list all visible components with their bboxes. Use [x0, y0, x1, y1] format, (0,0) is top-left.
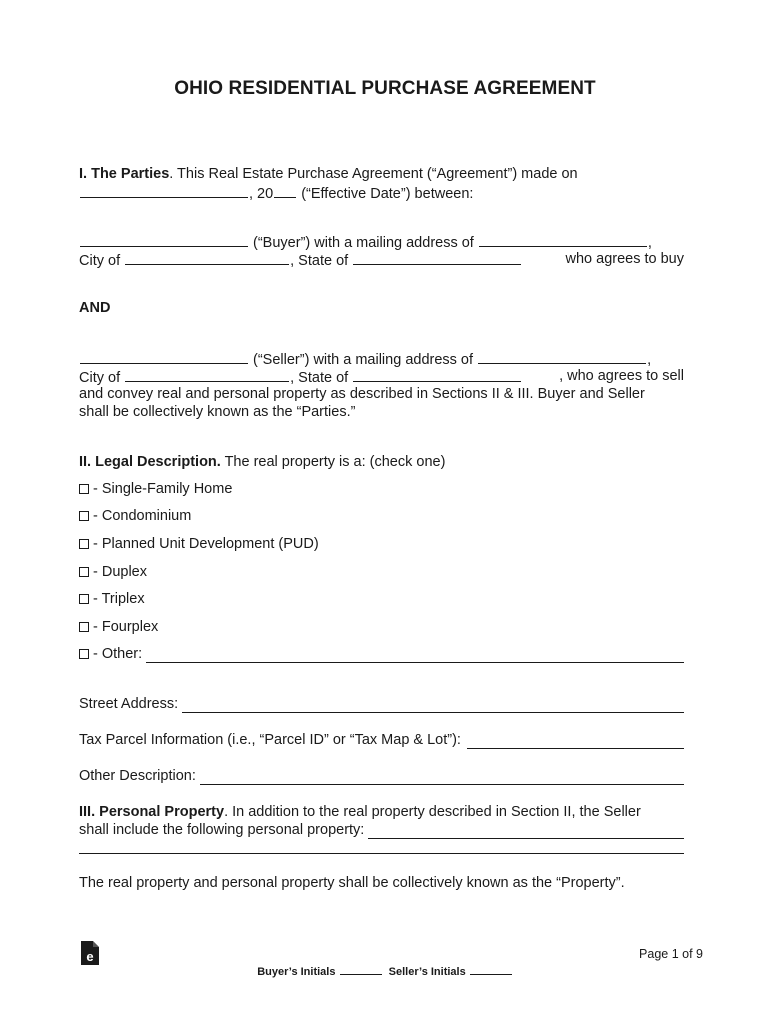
option-fourplex[interactable]: - Fourplex: [79, 618, 158, 636]
other-description-line: Other Description:: [79, 767, 684, 785]
personal-property-blank[interactable]: [368, 824, 684, 839]
seller-address-blank[interactable]: [478, 349, 646, 364]
initials-line: Buyer’s Initials Seller’s Initials: [0, 964, 770, 978]
buyer-initials-blank[interactable]: [340, 964, 382, 975]
checkbox-icon[interactable]: [79, 594, 89, 604]
document-title: OHIO RESIDENTIAL PURCHASE AGREEMENT: [174, 78, 596, 99]
checkbox-icon[interactable]: [79, 511, 89, 521]
checkbox-icon[interactable]: [79, 567, 89, 577]
effective-date-line: , 20 (“Effective Date”) between:: [79, 183, 473, 203]
option-triplex[interactable]: - Triplex: [79, 590, 145, 608]
other-description-blank[interactable]: [200, 770, 684, 785]
buyer-line: (“Buyer”) with a mailing address of ,: [79, 232, 652, 252]
personal-property-line: III. Personal Property. In addition to the real property described in Section II, the Seller: [79, 804, 641, 820]
seller-initials-blank[interactable]: [470, 964, 512, 975]
other-type-blank[interactable]: [146, 648, 684, 663]
buyer-address-blank[interactable]: [479, 232, 647, 247]
checkbox-icon[interactable]: [79, 539, 89, 549]
checkbox-icon[interactable]: [79, 484, 89, 494]
personal-property-extra-blank[interactable]: [79, 853, 684, 854]
street-address-line: Street Address:: [79, 695, 684, 713]
section-heading-legal: II. Legal Description.: [79, 454, 221, 470]
eforms-logo-icon: [79, 940, 101, 966]
parties-intro-line: I. The Parties. This Real Estate Purchase Agreement (“Agreement”) made on: [79, 166, 578, 182]
seller-line: (“Seller”) with a mailing address of ,: [79, 349, 651, 369]
buyer-name-blank[interactable]: [80, 232, 248, 247]
seller-name-blank[interactable]: [80, 349, 248, 364]
seller-city-blank[interactable]: [125, 367, 289, 382]
buyer-city-blank[interactable]: [125, 250, 289, 265]
option-duplex[interactable]: - Duplex: [79, 563, 147, 581]
convey-line: and convey real and personal property as described in Sections II & III. Buyer and Seller: [79, 386, 645, 402]
svg-text:e: e: [86, 949, 94, 964]
section-heading-personal: III. Personal Property: [79, 804, 225, 820]
street-address-blank[interactable]: [182, 698, 684, 713]
option-single-family[interactable]: - Single-Family Home: [79, 480, 232, 498]
personal-property-items-line: shall include the following personal property:: [79, 821, 684, 839]
date-blank[interactable]: [80, 183, 248, 198]
checkbox-icon[interactable]: [79, 649, 89, 659]
section-heading-parties: I. The Parties: [79, 166, 170, 182]
tax-parcel-line: Tax Parcel Information (i.e., “Parcel ID” or “Tax Map & Lot”):: [79, 731, 684, 749]
checkbox-icon[interactable]: [79, 622, 89, 632]
buyer-state-blank[interactable]: [353, 250, 521, 265]
and-separator: AND: [79, 300, 111, 316]
option-pud[interactable]: - Planned Unit Development (PUD): [79, 535, 319, 553]
tax-parcel-blank[interactable]: [467, 734, 684, 749]
seller-city-line: City of , State of , who agrees to sell: [79, 368, 684, 386]
property-definition-line: The real property and personal property shall be collectively known as the “Property”.: [79, 875, 625, 891]
legal-description-line: II. Legal Description. The real property is a: (check one): [79, 454, 446, 470]
option-condominium[interactable]: - Condominium: [79, 507, 191, 525]
year-blank[interactable]: [274, 183, 296, 198]
option-other[interactable]: - Other:: [79, 645, 684, 663]
seller-state-blank[interactable]: [353, 367, 521, 382]
page-number: Page 1 of 9: [639, 947, 703, 961]
parties-line: shall be collectively known as the “Parties.”: [79, 404, 356, 420]
buyer-city-line: City of , State of who agrees to buy: [79, 251, 684, 269]
